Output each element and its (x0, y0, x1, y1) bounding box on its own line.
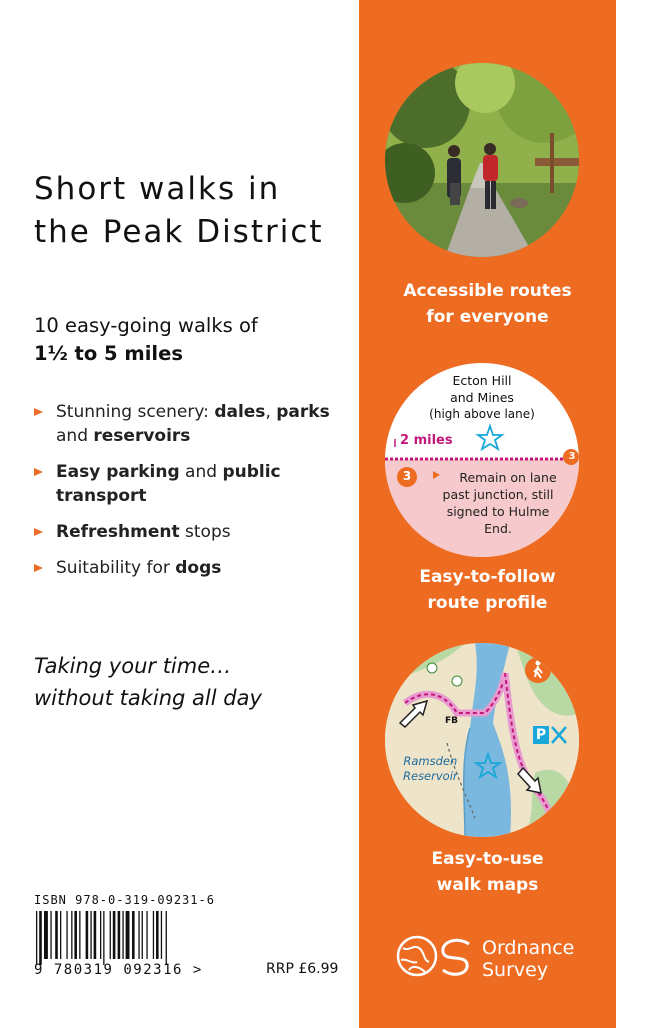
feature-bullet (34, 520, 344, 544)
profile-step-number-right: 3 (568, 451, 576, 462)
feature-bullet (34, 556, 344, 580)
bullet-text: stops (179, 522, 231, 542)
barcode-icon (34, 911, 212, 965)
footbridge-label: FB (445, 716, 459, 726)
bullet-text: dales (214, 402, 266, 422)
instruction-line-3: signed to Hulme (446, 504, 550, 519)
walkers-photo-icon (385, 63, 579, 257)
isbn-text: ISBN 978-0-319-09231-6 (34, 893, 215, 907)
bullet-text: and (56, 426, 94, 446)
bullet-text: dogs (175, 558, 222, 578)
feature-3-line-1: Easy-to-use (431, 849, 544, 869)
brand-name (482, 937, 574, 981)
instruction-line-4: End. (484, 521, 512, 536)
walkers-photo (385, 63, 579, 257)
bullet-text: Refreshment (56, 522, 180, 542)
title-line-2: the Peak District (34, 214, 324, 250)
ordnance-survey-logo-icon (395, 934, 477, 978)
bullet-text: Suitability for (56, 558, 176, 578)
bullet-text: Easy parking (56, 462, 180, 482)
walk-map-sample (385, 643, 579, 837)
reservoir-label-line-2: Reservoir (403, 769, 458, 783)
subtitle (34, 312, 258, 368)
bullet-arrow-icon (34, 408, 43, 416)
bullet-arrow-icon (34, 564, 43, 572)
profile-instruction (423, 469, 573, 537)
feature-bullet (34, 400, 344, 448)
feature-1-line-1: Accessible routes (403, 281, 572, 301)
subtitle-line-2: 1½ to 5 miles (34, 342, 183, 365)
title-line-1: Short walks in (34, 171, 281, 207)
ean-digits: 9 780319 092316 > (34, 962, 203, 978)
brand-line-2: Survey (482, 959, 549, 981)
feature-2-line-1: Easy-to-follow (419, 567, 556, 587)
book-title (34, 168, 354, 254)
feature-3-line-2: walk maps (436, 875, 539, 895)
tagline (34, 650, 262, 714)
instruction-line-2: past junction, still (442, 487, 554, 502)
reservoir-label-line-1: Ramsden (403, 754, 458, 768)
tagline-line-2: without taking all day (34, 686, 262, 710)
walk-map-graphic (385, 643, 579, 837)
profile-step-number: 3 (402, 469, 412, 483)
bullet-text: Stunning scenery: (56, 402, 215, 422)
profile-place-1: Ecton Hill (452, 373, 512, 388)
feature-caption-1 (359, 278, 616, 330)
price: RRP £6.99 (266, 961, 339, 977)
instruction-line-1: Remain on lane (459, 470, 557, 485)
feature-caption-2 (359, 564, 616, 616)
brand-line-1: Ordnance (482, 937, 575, 959)
profile-place-3: (high above lane) (429, 407, 535, 421)
bullet-text: , (265, 402, 277, 422)
bullet-arrow-icon (34, 468, 43, 476)
barcode-block (34, 893, 244, 965)
feature-bullet (34, 460, 344, 508)
feature-bullet-list (34, 400, 344, 592)
profile-distance: 2 miles (400, 433, 453, 448)
feature-2-line-2: route profile (427, 593, 548, 613)
parking-label: P (535, 727, 547, 743)
bullet-text: reservoirs (93, 426, 191, 446)
bullet-arrow-icon (34, 528, 43, 536)
bullet-text: parks (276, 402, 330, 422)
bullet-text: public transport (56, 462, 281, 506)
feature-1-line-2: for everyone (426, 307, 549, 327)
route-profile-sample (385, 363, 579, 557)
feature-caption-3 (359, 846, 616, 898)
profile-place-2: and Mines (450, 390, 514, 405)
bullet-text: and (179, 462, 223, 482)
reservoir-label (403, 754, 458, 784)
subtitle-line-1: 10 easy-going walks of (34, 314, 258, 337)
tagline-line-1: Taking your time… (34, 654, 232, 678)
